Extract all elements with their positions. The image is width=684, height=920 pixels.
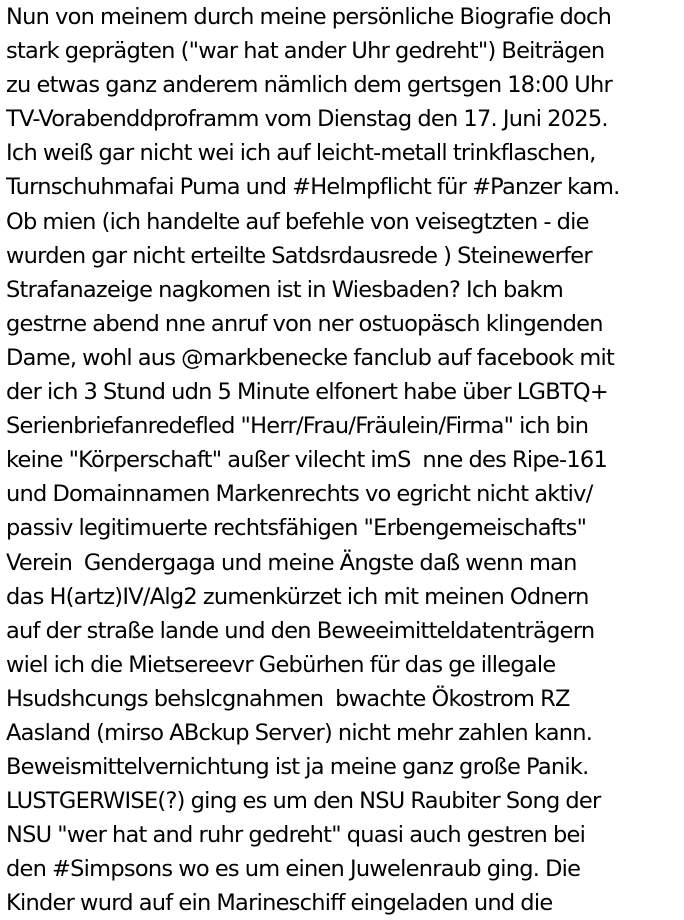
text-line: der ich 3 Stund udn 5 Minute elfonert habe über LGBTQ+: [6, 379, 608, 406]
text-line: Kinder wurd auf ein Marineschiff eingeladen und die: [6, 890, 553, 917]
text-line: Strafanazeige nagkomen ist in Wiesbaden? Ich bakm: [6, 276, 563, 303]
text-line: Nun von meinem durch meine persönliche Biografie doch: [6, 4, 612, 30]
text-line: Turnschuhmafai Puma und #Helmpflicht für #Panzer kam.: [6, 174, 620, 201]
text-line: Beweismittelvernichtung ist ja meine ganz große Panik.: [6, 754, 589, 781]
text-line: Aasland (mirso ABckup Server) nicht mehr zahlen kann.: [6, 719, 593, 746]
text-line: LUSTGERWISE(?) ging es um den NSU Raubiter Song der: [6, 788, 601, 815]
text-line: das H(artz)IV/Alg2 zumenkürzet ich mit meinen Odnern: [6, 583, 589, 610]
text-line: und Domainnamen Markenrechts vo egricht nicht aktiv/: [6, 481, 593, 508]
text-line: wurden gar nicht erteilte Satdsrdausrede ) Steinewerfer: [6, 242, 592, 269]
text-line: Serienbriefanredefled "Herr/Frau/Fräulein/Firma" ich bin: [6, 413, 589, 440]
text-line: wiel ich die Mietsereevr Gebürhen für das ge illegale: [6, 651, 556, 678]
text-line: Verein Gendergaga und meine Ängste daß wenn man: [6, 549, 577, 576]
text-line: NSU "wer hat and ruhr gedreht" quasi auch gestren bei: [6, 822, 586, 849]
text-line: Dame, wohl aus @markbenecke fanclub auf facebook mit: [6, 344, 615, 371]
text-line: zu etwas ganz anderem nämlich dem gertsgen 18:00 Uhr: [6, 72, 612, 99]
text-line: Hsudshcungs behslcgnahmen bwachte Ökostrom RZ: [6, 685, 570, 712]
text-line: auf der straße lande und den Beweeimitteldatenträgern: [6, 617, 595, 644]
text-line: passiv legitimuerte rechtsfähigen "Erbengemeischafts": [6, 515, 587, 542]
text-line: keine "Körperschaft" außer vilecht imS nne des Ripe-161: [6, 447, 608, 474]
text-line: den #Simpsons wo es um einen Juwelenraub ging. Die: [6, 856, 581, 883]
text-line: stark geprägten ("war hat ander Uhr gedreht") Beiträgen: [6, 38, 605, 65]
document-page: [6, 0, 684, 920]
text-line: Ich weiß gar nicht wei ich auf leicht-metall trinkflaschen,: [6, 140, 596, 167]
text-line: Ob mien (ich handelte auf befehle von veisegtzten - die: [6, 208, 589, 235]
text-line: gestrne abend nne anruf von ner ostuopäsch klingenden: [6, 310, 603, 337]
text-line: TV-Vorabenddproframm vom Dienstag den 17. Juni 2025.: [6, 106, 608, 133]
